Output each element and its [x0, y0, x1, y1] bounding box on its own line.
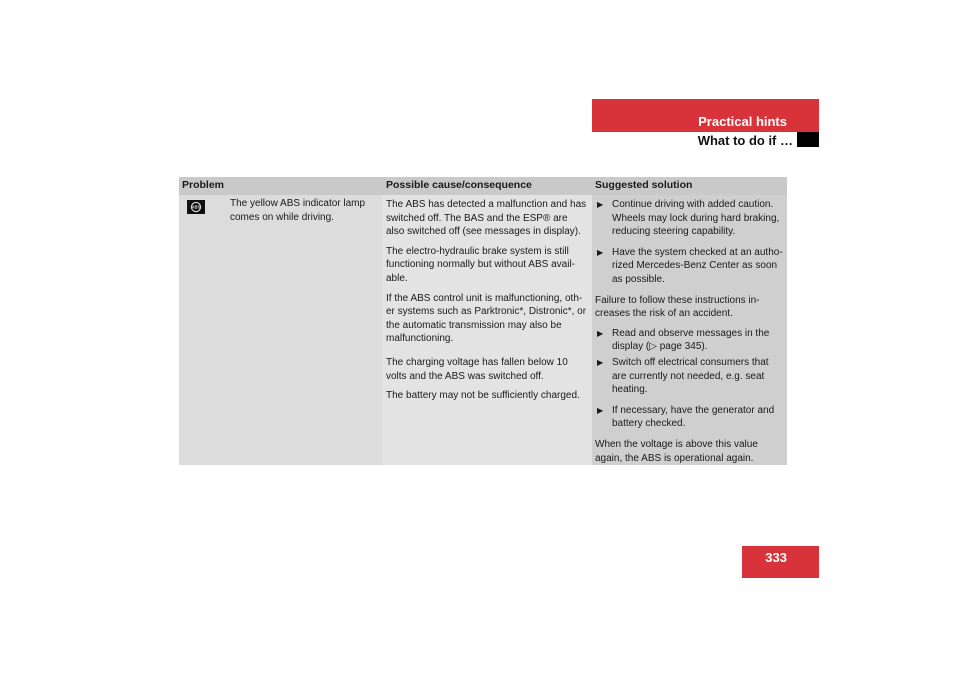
solution-text: Continue driving with added caution. Wheels may lock during hard braking, reducing steering capability.: [612, 199, 780, 238]
bullet-arrow-icon: ▶: [597, 247, 604, 257]
bullet-arrow-icon: ▶: [597, 405, 604, 415]
cause-text: The battery may not be sufficiently charged.: [386, 390, 580, 402]
cause-text: The electro-hydraulic brake system is still functioning normally but without ABS avail-able.: [386, 245, 575, 284]
solution-item: [595, 327, 784, 354]
header-cause: Possible cause/consequence: [386, 179, 532, 191]
troubleshooting-table: [179, 177, 787, 465]
cause-cell-2: [382, 354, 592, 465]
cause-text: The ABS has detected a malfunction and has switched off. The BAS and the ESP® are also switched off (see messages in display).: [386, 199, 587, 238]
header-band: [592, 99, 819, 132]
solution-item: [595, 198, 784, 239]
solution-item: [595, 246, 784, 287]
header-problem: Problem: [182, 179, 225, 191]
page-number: 333: [765, 550, 787, 565]
solution-text: Read and observe messages in the display (▷ page 345).: [612, 327, 770, 353]
table-header: [179, 177, 787, 195]
abs-warning-icon: [187, 200, 205, 214]
cause-cell-1: [382, 195, 592, 354]
problem-cell: [179, 195, 382, 465]
header-solution: Suggested solution: [595, 179, 693, 191]
cause-text: The charging voltage has fallen below 10 volts and the ABS was switched off.: [386, 357, 568, 382]
solution-text: Have the system checked at an autho-rized Mercedes-Benz Center as soon as possible.: [612, 246, 783, 285]
cause-text: If the ABS control unit is malfunctioning, oth-er systems such as Parktronic*, Distronic*, or the automatic transmission may also be malfunctioning.: [386, 292, 587, 345]
solution-note: Failure to follow these instructions in-creases the risk of an accident.: [595, 294, 760, 320]
solution-text: Switch off electrical consumers that are currently not needed, e.g. seat heating.: [612, 357, 769, 396]
page-number-band: [742, 546, 819, 578]
solution-note: When the voltage is above this value again, the ABS is operational again.: [595, 438, 758, 464]
solution-item: [595, 356, 784, 397]
problem-text: The yellow ABS indicator lamp comes on while driving.: [230, 198, 366, 223]
section-title: Practical hints: [698, 114, 787, 129]
solution-item: [595, 404, 784, 431]
bullet-arrow-icon: ▶: [597, 200, 604, 209]
bullet-arrow-icon: ▶: [597, 358, 604, 367]
solution-cell-2: [592, 354, 787, 465]
header-marker: [797, 132, 819, 147]
subsection-title: What to do if …: [697, 133, 793, 148]
solution-cell-1: [592, 195, 787, 354]
solution-text: If necessary, have the generator and battery checked.: [612, 404, 775, 430]
svg-text:ABS: ABS: [191, 204, 201, 210]
bullet-arrow-icon: ▶: [597, 328, 604, 338]
